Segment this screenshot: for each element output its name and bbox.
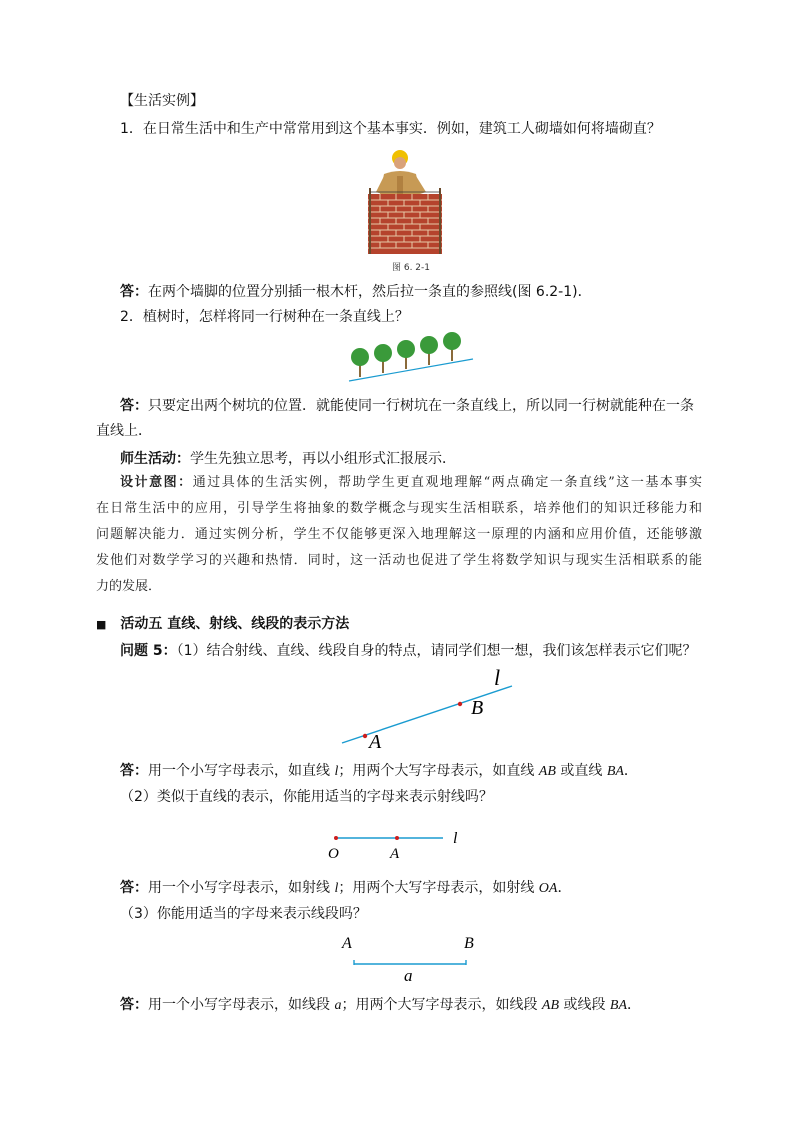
activity-5-heading	[96, 613, 349, 633]
answer-5-3: 答：用一个小写字母表示，如线段 a；用两个大写字母表示，如线段 AB 或线段 BA．	[120, 997, 642, 1013]
activity-5-title: 活动五 直线、射线、线段的表示方法	[120, 616, 350, 632]
label-b: B	[471, 697, 484, 719]
teacher-label: 师生活动：	[120, 451, 190, 467]
point-a	[363, 734, 367, 738]
answer-5-2: 答：用一个小写字母表示，如射线 l；用两个大写字母表示，如射线 OA．	[120, 880, 572, 896]
answer-5-1: 答：用一个小写字母表示，如直线 l；用两个大写字母表示，如直线 AB 或直线 BA．	[120, 763, 638, 779]
answer-label: 答：	[120, 284, 148, 300]
brick-wall	[368, 188, 442, 254]
teacher-text: 学生先独立思考，再以小组形式汇报展示．	[190, 451, 456, 467]
answer-label: 答：	[120, 997, 148, 1013]
answer-label: 答：	[120, 398, 148, 414]
point-a	[395, 836, 399, 840]
label-o: O	[328, 846, 339, 862]
answer-label: 答：	[120, 880, 148, 896]
answer-label: 答：	[120, 763, 148, 779]
answer-text: 在两个墙脚的位置分别插一根木杆，然后拉一条直的参照线(图 6.2-1)．	[148, 284, 592, 300]
question-5-2: （2）类似于直线的表示，你能用适当的字母来表示射线吗？	[120, 789, 493, 805]
question-text: （1）结合射线、直线、线段自身的特点，请同学们想一想，我们该怎样表示它们呢？	[176, 643, 697, 659]
trees-illustration	[345, 333, 475, 383]
design-line-5: 力的发展．	[96, 579, 162, 594]
answer-text: 只要定出两个树坑的位置．就能使同一行树坑在一条直线上，所以同一行树就能种在一条	[148, 398, 694, 414]
segment-figure	[340, 932, 480, 985]
label-seg-a: a	[404, 966, 413, 985]
label-a: A	[342, 935, 352, 952]
design-line-1: 设计意图：通过具体的生活实例，帮助学生更直观地理解“两点确定一条直线”这一基本事实	[120, 475, 702, 490]
figure-caption: 图 6. 2-1	[392, 263, 431, 273]
design-line-3: 问题解决能力．通过实例分析，学生不仅能够更深入地理解这一原理的内涵和应用价值，还能够激	[96, 527, 702, 542]
section-title: 【生活实例】	[120, 93, 204, 109]
label-b: B	[464, 935, 474, 952]
answer-1	[120, 281, 592, 301]
question-label: 问题 5：	[120, 643, 177, 659]
question-5-3: （3）你能用适当的字母来表示线段吗？	[120, 906, 367, 922]
design-intent	[96, 470, 702, 600]
tree-icon	[351, 332, 461, 377]
label-a: A	[369, 731, 382, 753]
design-line-2: 在日常生活中的应用，引导学生将抽象的数学概念与现实生活相联系，培养他们的知识迁移能力和	[96, 501, 702, 516]
bullet-square-icon: ■	[96, 618, 107, 631]
label-a: A	[390, 846, 400, 862]
question-5-1	[120, 640, 697, 660]
question-1: 1．在日常生活中和生产中常常用到这个基本事实．例如，建筑工人砌墙如何将墙砌直？	[120, 121, 661, 137]
point-o	[334, 836, 338, 840]
line-l	[342, 686, 512, 743]
answer-2-line1	[120, 395, 694, 415]
point-b	[458, 702, 462, 706]
question-2: 2．植树时，怎样将同一行树种在一条直线上？	[120, 309, 409, 325]
label-l: l	[494, 665, 501, 690]
ray-figure	[325, 825, 465, 865]
worker-figure	[376, 150, 426, 194]
design-line-4: 发他们对数学学习的兴趣和热情．同时，这一活动也促进了学生将数学知识与现实生活相联系的能	[96, 553, 702, 568]
label-l: l	[453, 830, 458, 847]
bricklayer-illustration	[356, 148, 446, 258]
answer-2-line2: 直线上．	[96, 423, 152, 439]
teacher-activity	[120, 448, 456, 468]
line-figure	[330, 665, 530, 755]
